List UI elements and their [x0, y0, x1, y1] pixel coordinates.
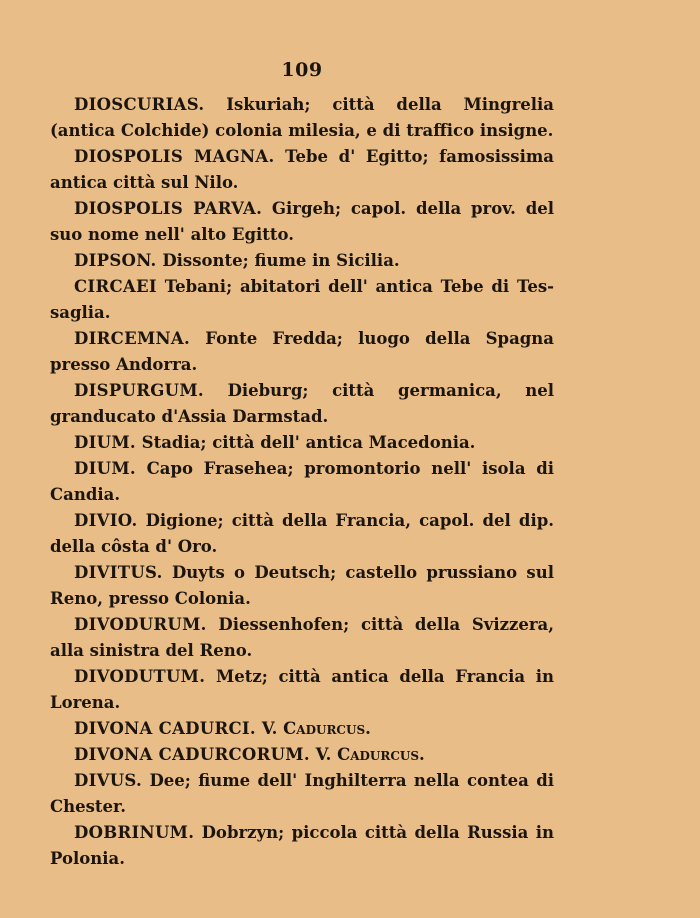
entry-headword: DIUM. [74, 459, 136, 478]
dictionary-entry [50, 820, 554, 872]
dictionary-entry [50, 92, 554, 144]
dictionary-entry [50, 274, 554, 326]
entry-headword: DIVUS. [74, 771, 143, 790]
entry-headword: DIVITUS. [74, 563, 163, 582]
entry-headword: DIPSON. [74, 251, 157, 270]
entry-cross-reference: Cadurcus. [337, 745, 425, 764]
entry-headword: DIVONA CADURCORUM. [74, 745, 310, 764]
entry-see-prefix: V. [309, 745, 338, 764]
entry-cross-reference: Cadurcus. [283, 719, 371, 738]
dictionary-entry [50, 326, 554, 378]
dictionary-entry [50, 664, 554, 716]
entry-definition: Duyts o Deutsch; castello prussiano sul Reno, presso Colonia. [50, 563, 554, 608]
entry-definition: Tebe d' Egitto; famosissima antica città sul Nilo. [50, 147, 554, 192]
entry-definition: Diessenhofen; città della Svizzera, alla sinistra del Reno. [50, 615, 554, 660]
entry-definition: Tebani; abitatori dell' antica Tebe di Tessaglia. [50, 277, 554, 322]
entry-definition: Iskuriah; città della Mingrelia (antica Colchide) colonia milesia, e di traffico insigne. [50, 95, 554, 140]
entry-headword: DOBRINUM. [74, 823, 195, 842]
entry-definition: Dobrzyn; piccola città della Russia in Polonia. [50, 823, 554, 868]
entry-definition: Dissonte; fiume in Sicilia. [156, 251, 400, 270]
entry-definition: Fonte Fredda; luogo della Spagna presso Andorra. [50, 329, 554, 374]
dictionary-entry [50, 508, 554, 560]
dictionary-entry [50, 560, 554, 612]
entry-definition: Capo Frasehea; promontorio nell' isola di Candia. [50, 459, 554, 504]
dictionary-entry [50, 456, 554, 508]
dictionary-entry [50, 612, 554, 664]
entry-definition: Dieburg; città germanica, nel granducato d'Assia Darmstad. [50, 381, 554, 426]
dictionary-entries [50, 92, 554, 872]
entry-headword: DIUM. [74, 433, 136, 452]
dictionary-entry [50, 196, 554, 248]
entry-definition: Metz; città antica della Francia in Lorena. [50, 667, 554, 712]
dictionary-entry [50, 716, 554, 742]
entry-headword: DIOSPOLIS PARVA. [74, 199, 263, 218]
entry-headword: DIVIO. [74, 511, 138, 530]
entry-headword: DIVONA CADURCI. [74, 719, 256, 738]
entry-definition: Dee; fiume dell' Inghilterra nella contea di Chester. [50, 771, 554, 816]
dictionary-entry [50, 378, 554, 430]
page-number: 109 [281, 59, 323, 81]
entry-headword: DIOSCURIAS. [74, 95, 205, 114]
entry-definition: Stadia; città dell' antica Macedonia. [135, 433, 476, 452]
dictionary-entry [50, 248, 554, 274]
entry-definition: Girgeh; capol. della prov. del suo nome nell' alto Egitto. [50, 199, 554, 244]
dictionary-entry [50, 742, 554, 768]
entry-headword: DIVODURUM. [74, 615, 207, 634]
entry-headword: DIOSPOLIS MAGNA. [74, 147, 275, 166]
entry-headword: CIRCAEI [74, 277, 157, 296]
entry-headword: DIRCEMNA. [74, 329, 191, 348]
entry-definition: Digione; città della Francia, capol. del dip. della côsta d' Oro. [50, 511, 554, 556]
entry-headword: DISPURGUM. [74, 381, 204, 400]
dictionary-entry [50, 144, 554, 196]
entry-headword: DIVODUTUM. [74, 667, 206, 686]
dictionary-entry [50, 768, 554, 820]
dictionary-entry [50, 430, 554, 456]
entry-see-prefix: V. [255, 719, 284, 738]
